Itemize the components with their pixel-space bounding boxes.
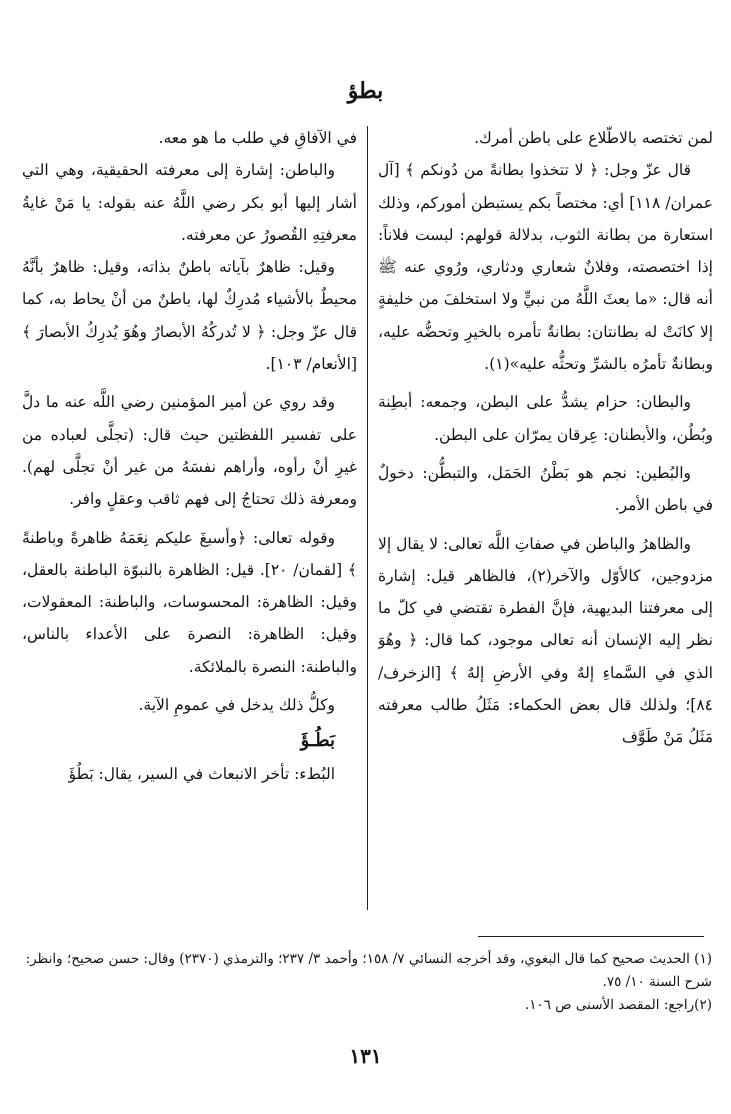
paragraph: وقيل: ظاهرٌ بآياته باطنٌ بذاته، وقيل: ظاهرٌ بأنَّهُ محيطٌ بالأشياء مُدرِكٌ لها، باطنٌ من أنْ يحاط به، كما قال عزّ وجل: ﴿ لا تُدركُهُ الأبصارُ وهُوَ يُدرِكُ الأبصارَ ﴾ [الأنعام/ ١٠٣].: [22, 258, 357, 374]
footnote: (١) الحديث صحيح كما قال البغوي، وقد أخرجه النسائي ٧/ ١٥٨؛ وأحمد ٣/ ٢٣٧؛ والترمذي (٢٣٧٠) وقال: حسن صحيح؛ وانظر: شرح السنة ١٠/ ٧٥.: [25, 951, 712, 990]
page-number: ١٣١: [349, 1044, 382, 1068]
paragraph: لمن تختصه بالاطّلاع على باطن أمرك.: [474, 129, 713, 147]
left-column: [22, 122, 357, 914]
page-header-title: بطؤ: [347, 78, 384, 104]
footnote-rule: [478, 936, 704, 937]
footnotes: [22, 948, 712, 1017]
paragraph: البُطء: تأخر الانبعاث في السير، يقال: بَطُؤَ: [68, 764, 335, 783]
paragraph: والظاهرُ والباطن في صفاتِ اللَّه تعالى: لا يقال إلا مزدوجين، كالأوّل والآخر(٢)، فالظاهر قيل: إشارة إلى معرفتنا البديهية، فإنَّ الفطرة تقتضي في كلّ ما نظر إليه الإنسان أنه تعالى موجود، كما قال: ﴿ وهُوَ الذي في السَّماءِ إلهٌ وفي الأرضِ إلهٌ ﴾ [الزخرف/ ٨٤]؛ ولذلك قال بعض الحكماء: مَثَلُ طالب معرفته مَثَلُ مَنْ طَوَّف: [378, 534, 713, 747]
paragraph: قال عزّ وجل: ﴿ لا تتخذوا بطانةً من دُونكم ﴾ [آل عمران/ ١١٨] أي: مختصاً بكم يستبطن أموركم، وذلك استعارة من بطانة الثوب، بدلالة قولهم: لبست فلاناً: إذا اختصصته، وفلانٌ شعاري ودثاري، ورُوي عنه ﷺ أنه قال: «ما بعثَ اللَّهُ من نبيٍّ ولا استخلفَ من خليفةٍ إلا كانَتْ له بطانتان: بطانةٌ تأمره بالخيرِ وتحضُّه عليه، وبطانةٌ تأمرُه بالشرِّ وتحثُّه عليه»(١).: [378, 161, 713, 374]
paragraph: وقد روي عن أمير المؤمنين رضي اللَّه عنه ما دلَّ على تفسير اللفظتين حيث قال: (تجلَّى لعباده من غيرِ أنْ رأوه، وأراهم نفسَهُ من غير أنْ تجلَّى لهم). ومعرفة ذلك تحتاجُ إلى فهم ثاقب وعقلٍ وافر.: [22, 393, 357, 509]
column-divider: [367, 126, 368, 910]
paragraph: والباطن: إشارة إلى معرفته الحقيقية، وهي التي أشار إليها أبو بكر رضي اللَّهُ عنه بقوله: يا مَنْ غايةُ معرفتِهِ القُصورُ عن معرفته.: [22, 161, 357, 244]
paragraph: والبطان: حزام يشدُّ على البطن، وجمعه: أبطِنة وبُطُن، والأبطنان: عِرقان يمرّان على البطن.: [378, 393, 713, 444]
paragraph: والبُطين: نجم هو بَطْنُ الحَمَل، والتبطُّن: دخولٌ في باطن الأمر.: [378, 463, 713, 515]
entry-heading: بَطُـؤَ: [300, 730, 335, 752]
paragraph: وكلُّ ذلك يدخل في عمومِ الآية.: [138, 696, 335, 715]
paragraph: وقوله تعالى: ﴿وأسبغَ عليكم نِعَمَهُ ظاهرةً وباطنةً ﴾ [لقمان/ ٢٠]. قيل: الظاهرة بالنبوّة الباطنة بالعقل، وقيل: الظاهرة: المحسوسات، والباطنة: المعقولات، وقيل: الظاهرة: النصرة على الأعداء بالناس، والباطنة: النصرة بالملائكة.: [22, 528, 357, 676]
right-column: [378, 122, 713, 914]
paragraph: في الآفاقِ في طلب ما هو معه.: [158, 129, 357, 147]
footnote: (٢)راجع: المقصد الأسنى ص ١٠٦.: [524, 997, 712, 1013]
